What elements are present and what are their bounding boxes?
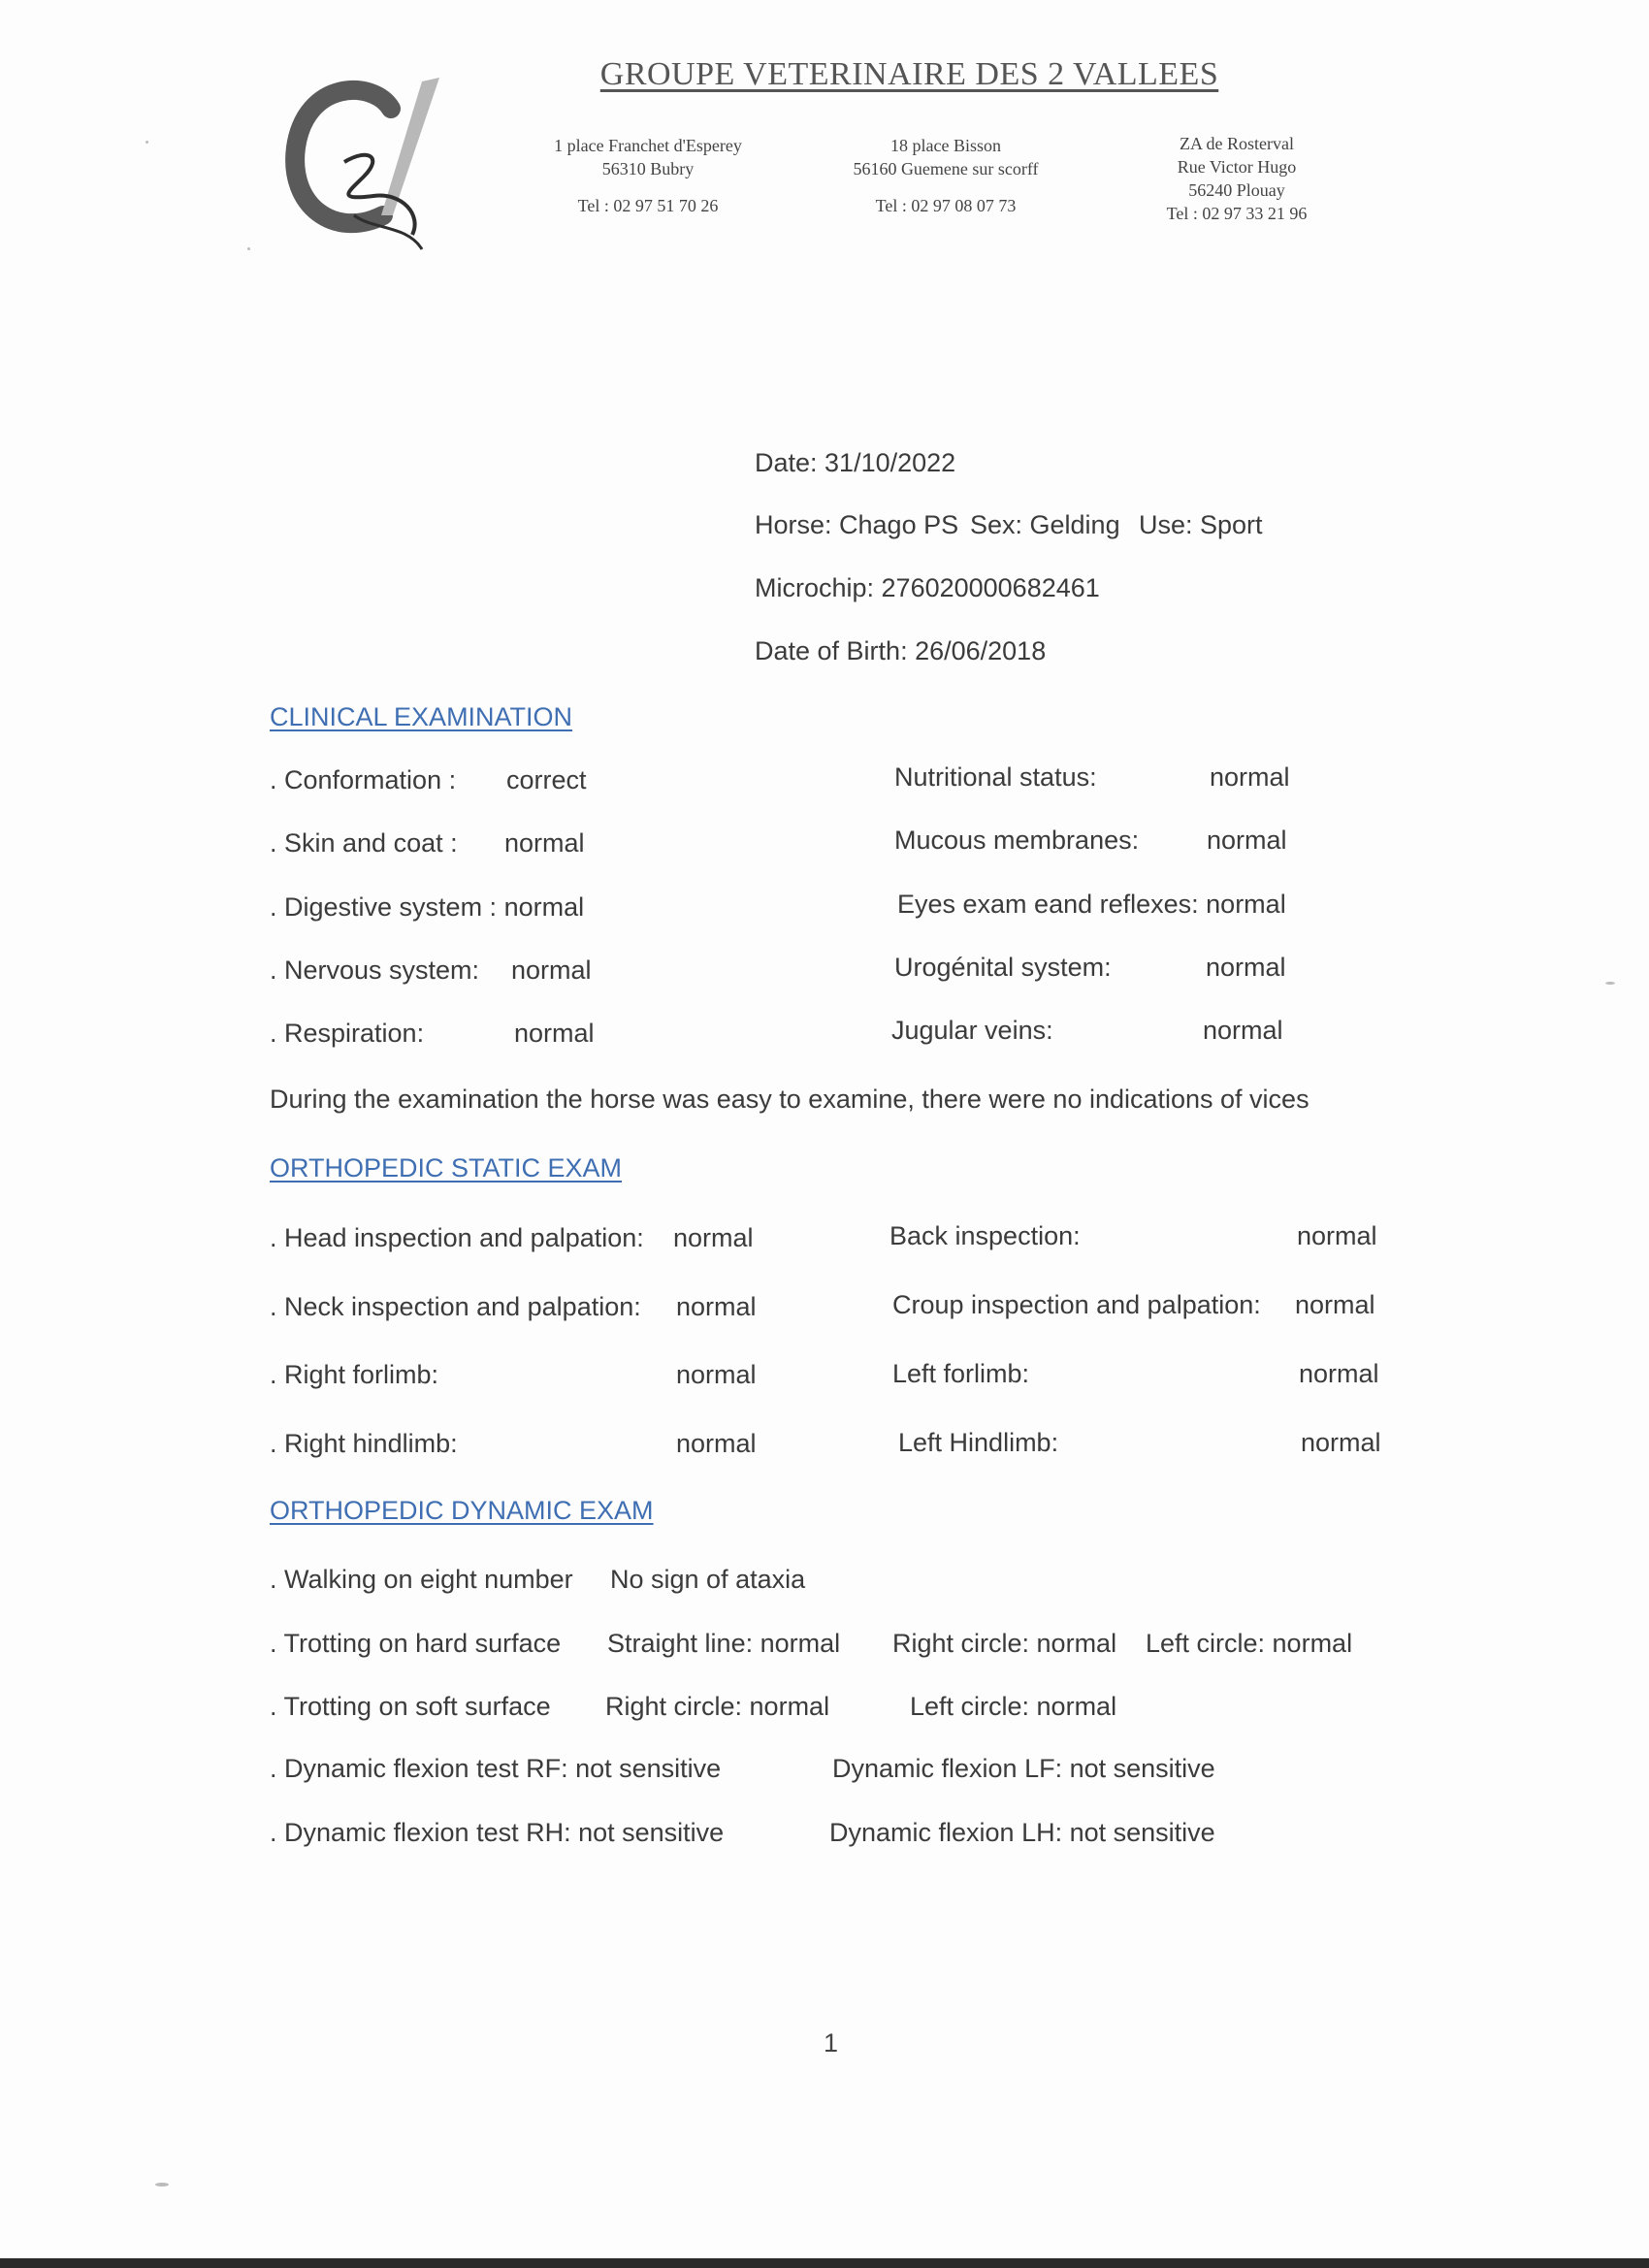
conformation-label: . Conformation :	[270, 765, 457, 794]
exam-date: Date: 31/10/2022	[755, 448, 956, 477]
head-inspection-label: . Head inspection and palpation:	[270, 1223, 644, 1252]
respiration-value: normal	[514, 1019, 595, 1048]
nervous-system-value: normal	[511, 956, 592, 985]
scan-speck	[155, 2183, 169, 2187]
scan-speck	[146, 141, 148, 144]
address-line: ZA de Rosterval	[1180, 134, 1294, 153]
nutritional-status-label: Nutritional status:	[894, 762, 1097, 792]
dynamic-exam-heading: ORTHOPEDIC DYNAMIC EXAM	[270, 1496, 654, 1525]
croup-inspection-label: Croup inspection and palpation:	[892, 1290, 1261, 1319]
address-line: 18 place Bisson	[890, 136, 1001, 155]
walking-value: No sign of ataxia	[610, 1565, 806, 1594]
horse-name: Horse: Chago PS	[755, 510, 959, 539]
address-bubry	[532, 134, 764, 217]
left-hindlimb-value: normal	[1301, 1428, 1381, 1457]
hard-surface-straight: Straight line: normal	[607, 1629, 841, 1658]
hard-surface-label: . Trotting on hard surface	[270, 1629, 562, 1658]
horse-sex: Sex: Gelding	[970, 510, 1120, 539]
neck-inspection-label: . Neck inspection and palpation:	[270, 1292, 641, 1321]
microchip-number: Microchip: 276020000682461	[755, 573, 1100, 602]
flexion-lf: Dynamic flexion LF: not sensitive	[832, 1754, 1215, 1783]
soft-surface-label: . Trotting on soft surface	[270, 1692, 551, 1721]
flexion-lh: Dynamic flexion LH: not sensitive	[829, 1818, 1215, 1847]
examination-note: During the examination the horse was easy to examine, there were no indications of vices	[270, 1085, 1310, 1114]
clinic-name: GROUPE VETERINAIRE DES 2 VALLEES	[599, 56, 1219, 92]
right-hindlimb-label: . Right hindlimb:	[270, 1429, 458, 1458]
croup-inspection-value: normal	[1295, 1290, 1375, 1319]
address-phone: Tel : 02 97 51 70 26	[577, 196, 719, 215]
address-phone: Tel : 02 97 08 07 73	[875, 196, 1017, 215]
conformation-value: correct	[506, 765, 587, 794]
date-of-birth: Date of Birth: 26/06/2018	[755, 636, 1047, 665]
skin-coat-label: . Skin and coat :	[270, 828, 458, 858]
mucous-membranes-value: normal	[1207, 826, 1287, 855]
clinic-logo	[276, 70, 441, 264]
address-line: Rue Victor Hugo	[1177, 157, 1297, 177]
page-number: 1	[824, 2028, 839, 2057]
mucous-membranes-label: Mucous membranes:	[894, 826, 1140, 855]
eyes-exam: Eyes exam eand reflexes: normal	[897, 890, 1286, 919]
back-inspection-label: Back inspection:	[889, 1221, 1081, 1250]
soft-surface-right-circle: Right circle: normal	[605, 1692, 830, 1721]
clinical-examination-heading: CLINICAL EXAMINATION	[270, 702, 573, 731]
back-inspection-value: normal	[1297, 1221, 1377, 1250]
hard-surface-left-circle: Left circle: normal	[1146, 1629, 1353, 1658]
scan-bottom-edge	[0, 2258, 1649, 2268]
flexion-test-rh: . Dynamic flexion test RH: not sensitive	[270, 1818, 725, 1847]
nutritional-status-value: normal	[1210, 762, 1290, 792]
respiration-label: . Respiration:	[270, 1019, 425, 1048]
scan-speck	[247, 247, 250, 250]
address-line: 1 place Franchet d'Esperey	[554, 136, 742, 155]
address-phone: Tel : 02 97 33 21 96	[1166, 204, 1308, 223]
left-forlimb-value: normal	[1299, 1359, 1379, 1388]
digestive-system: . Digestive system : normal	[270, 892, 585, 922]
neck-inspection-value: normal	[676, 1292, 757, 1321]
left-hindlimb-label: Left Hindlimb:	[898, 1428, 1059, 1457]
address-plouay	[1130, 132, 1343, 225]
hard-surface-right-circle: Right circle: normal	[892, 1629, 1117, 1658]
nervous-system-label: . Nervous system:	[270, 956, 480, 985]
left-forlimb-label: Left forlimb:	[892, 1359, 1030, 1388]
address-line: 56240 Plouay	[1188, 180, 1285, 200]
horse-use: Use: Sport	[1139, 510, 1263, 539]
jugular-veins-label: Jugular veins:	[891, 1016, 1053, 1045]
walking-label: . Walking on eight number	[270, 1565, 573, 1594]
urogenital-system-value: normal	[1206, 953, 1286, 982]
jugular-veins-value: normal	[1203, 1016, 1283, 1045]
right-forlimb-value: normal	[676, 1360, 757, 1389]
scan-speck	[1605, 982, 1615, 985]
skin-coat-value: normal	[504, 828, 585, 858]
soft-surface-left-circle: Left circle: normal	[910, 1692, 1117, 1721]
right-forlimb-label: . Right forlimb:	[270, 1360, 439, 1389]
head-inspection-value: normal	[673, 1223, 754, 1252]
urogenital-system-label: Urogénital system:	[894, 953, 1112, 982]
address-line: 56160 Guemene sur scorff	[853, 159, 1039, 178]
flexion-test-rf: . Dynamic flexion test RF: not sensitive	[270, 1754, 722, 1783]
address-guemene	[820, 134, 1072, 217]
static-exam-heading: ORTHOPEDIC STATIC EXAM	[270, 1153, 623, 1183]
right-hindlimb-value: normal	[676, 1429, 757, 1458]
address-line: 56310 Bubry	[601, 159, 695, 178]
